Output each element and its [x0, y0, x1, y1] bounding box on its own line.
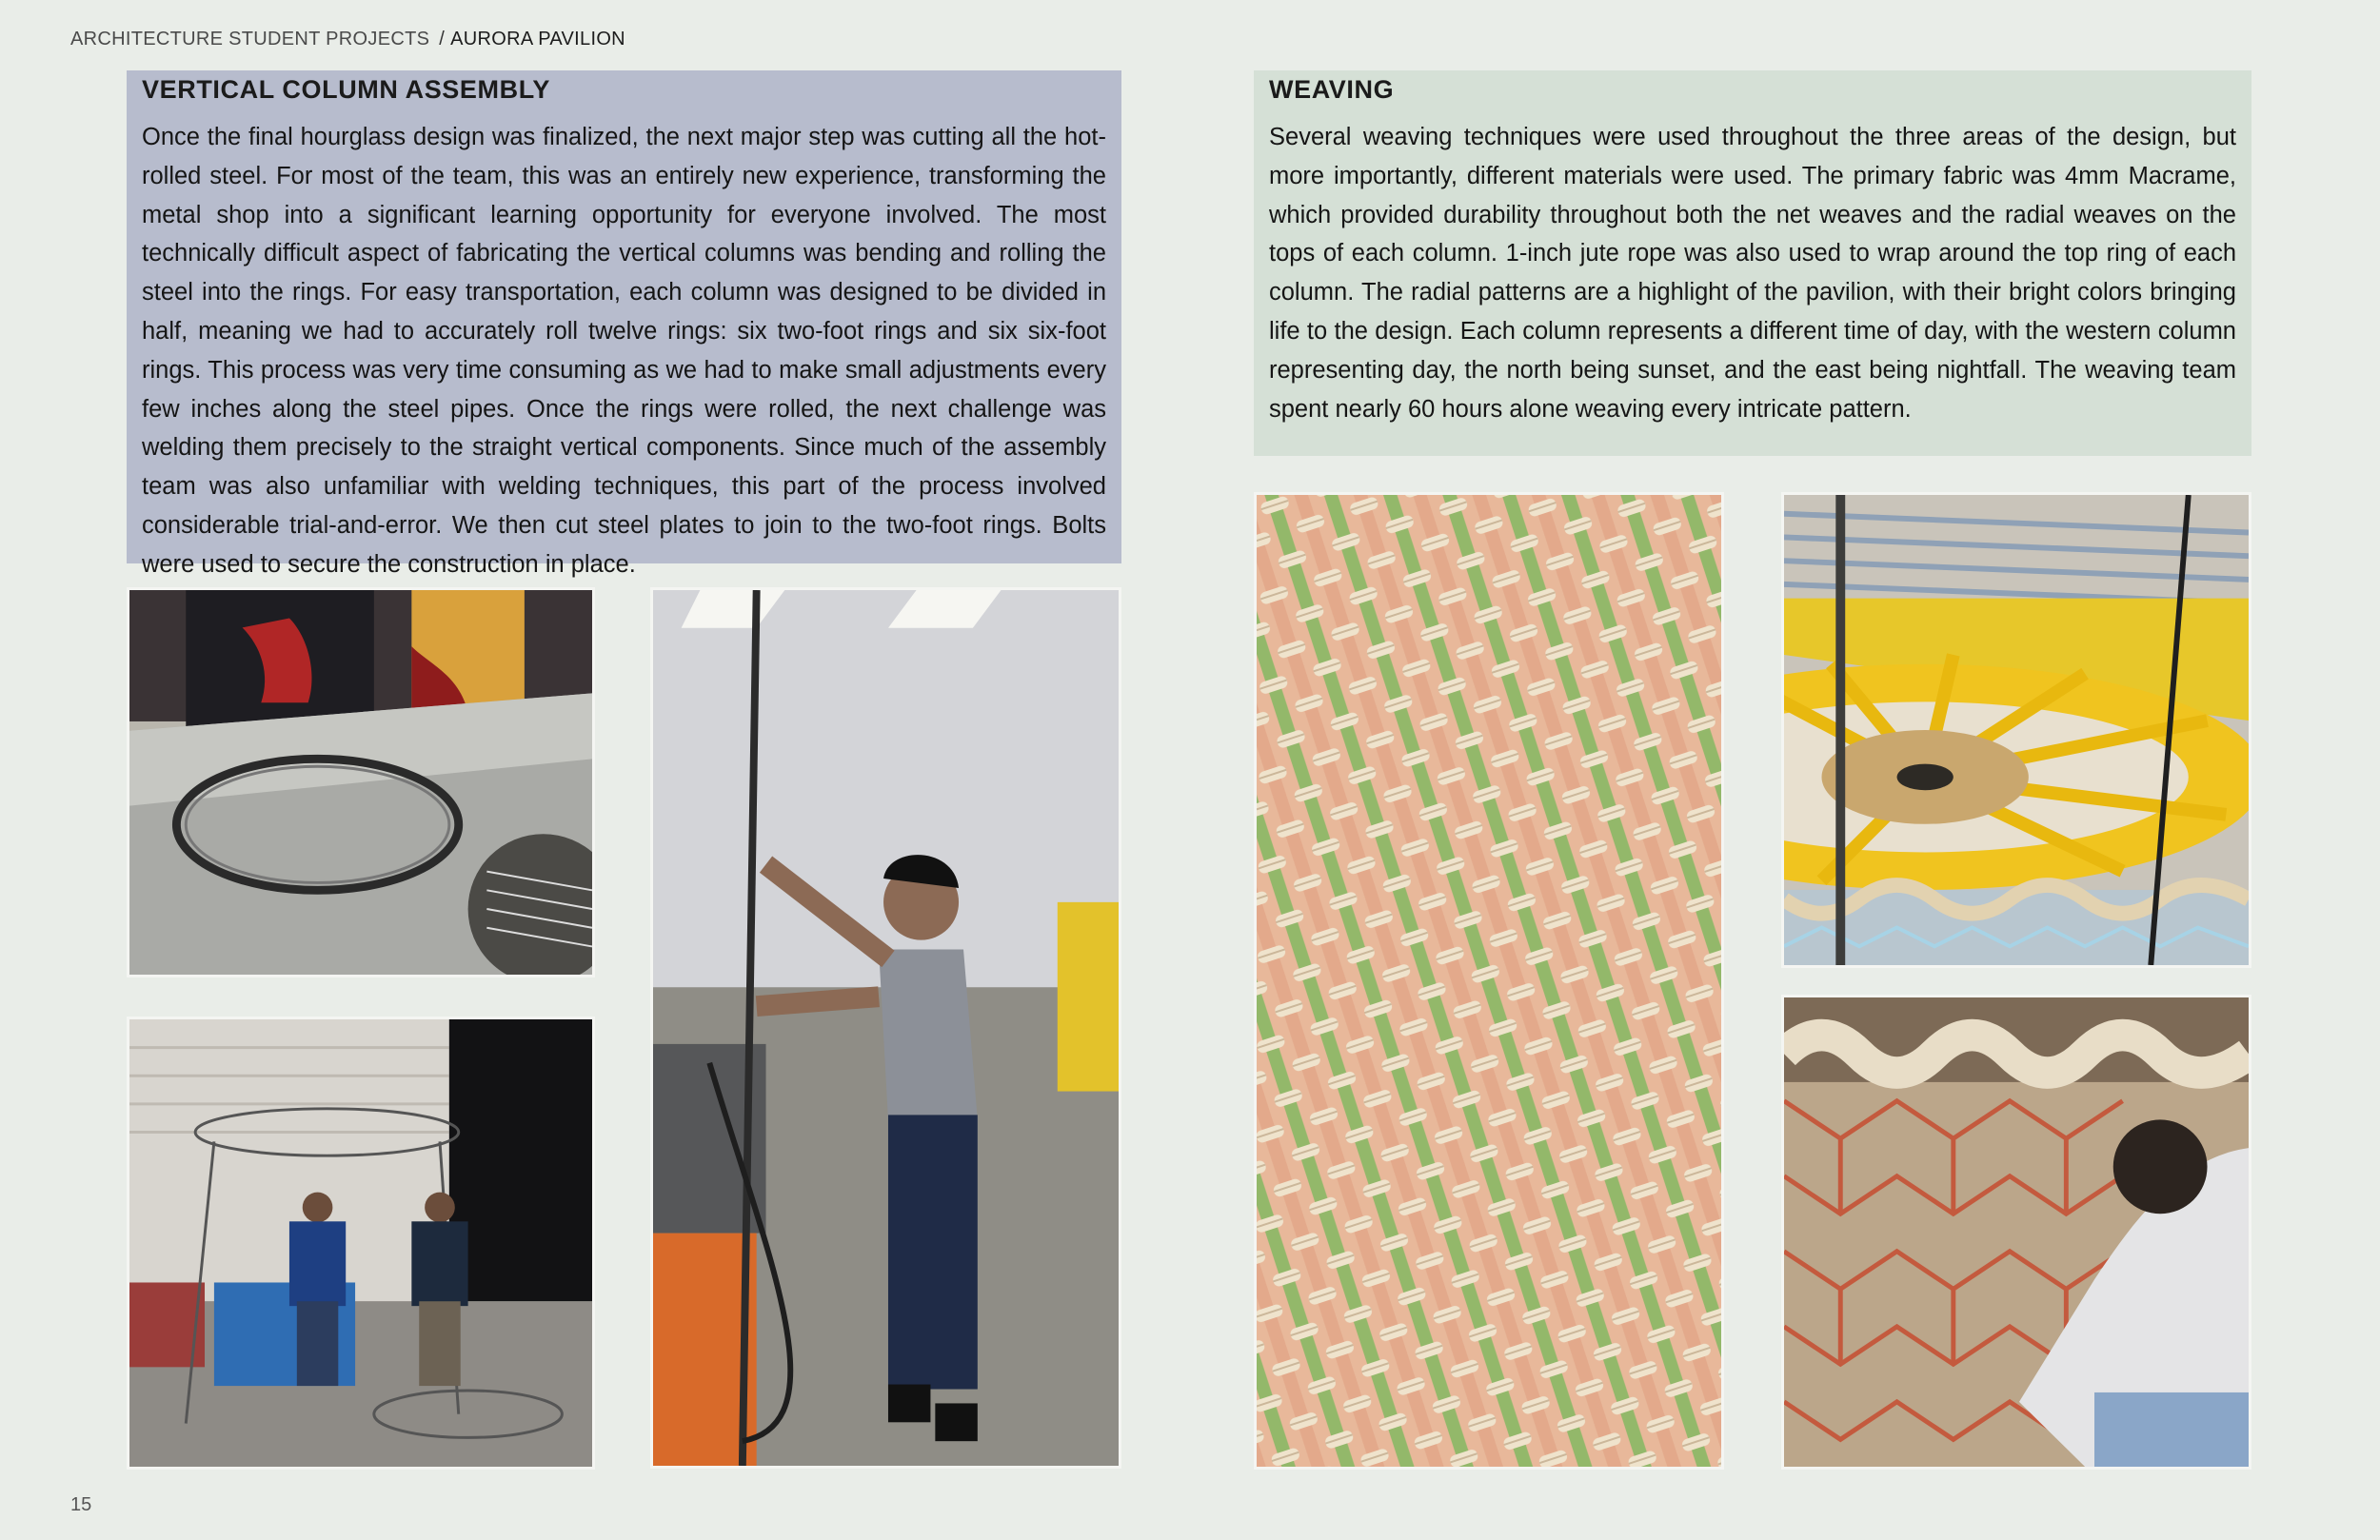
header-separator: /: [439, 29, 446, 49]
macrame-weave-photo: [1254, 492, 1724, 1470]
macrame-weave-image: [1257, 495, 1721, 1467]
weaving-title: WEAVING: [1269, 75, 1395, 104]
vertical-column-assembly-body: Once the final hourglass design was finalized, the next major step was cutting all the hot-rolled steel. For most of the team, this was an entirely new experience, transforming the metal shop into a significant learning opportunity for everyone involved. The most technically difficult aspect of fabricating the vertical columns was bending and rolling the steel into the rings. For easy transportation, each column was designed to be divided in half, meaning we had to accurately roll twelve rings: six two-foot rings and six six-foot rings. This process was very time consuming as we had to make small adjustments every few inches along the steel pipes. Once the rings were rolled, the next challenge was welding them precisely to the straight vertical components. Since much of the assembly team was also unfamiliar with welding techniques, this part of the process involved considerable trial-and-error. We then cut steel plates to join to the two-foot rings. Bolts were used to secure the construction in place.: [142, 124, 1106, 578]
net-weave-image: [1784, 997, 2249, 1467]
header-project: AURORA PAVILION: [450, 29, 625, 49]
steel-ring-image: [129, 590, 592, 975]
steel-ring-photo: [127, 587, 595, 977]
radial-weave-photo: [1781, 492, 2251, 968]
vertical-column-assembly-panel: [127, 70, 1121, 578]
weaving-body: Several weaving techniques were used throughout the three areas of the design, but more importantly, different materials were used. The primary fabric was 4mm Macrame, which provided durability throughout both the net weaves and the radial weaves on the tops of each column. 1-inch jute rope was also used to wrap around the top ring of each column. The radial patterns are a highlight of the pavilion, with their bright colors bringing life to the design. Each column represents a different time of day, with the western column representing day, the north being sunset, and the east being nightfall. The weaving team spent nearly 60 hours alone weaving every intricate pattern.: [1269, 124, 2236, 423]
header-section: ARCHITECTURE STUDENT PROJECTS: [70, 29, 430, 49]
vertical-column-assembly-title: VERTICAL COLUMN ASSEMBLY: [142, 75, 550, 104]
radial-weave-image: [1784, 495, 2249, 965]
student-pipe-photo: [650, 587, 1121, 1469]
page-header: [70, 29, 625, 50]
frame-assembly-photo: [127, 1017, 595, 1470]
frame-assembly-image: [129, 1019, 592, 1467]
net-weave-photo: [1781, 995, 2251, 1470]
page-number: 15: [70, 1494, 92, 1515]
weaving-panel: [1254, 70, 2251, 456]
student-pipe-image: [653, 590, 1119, 1466]
